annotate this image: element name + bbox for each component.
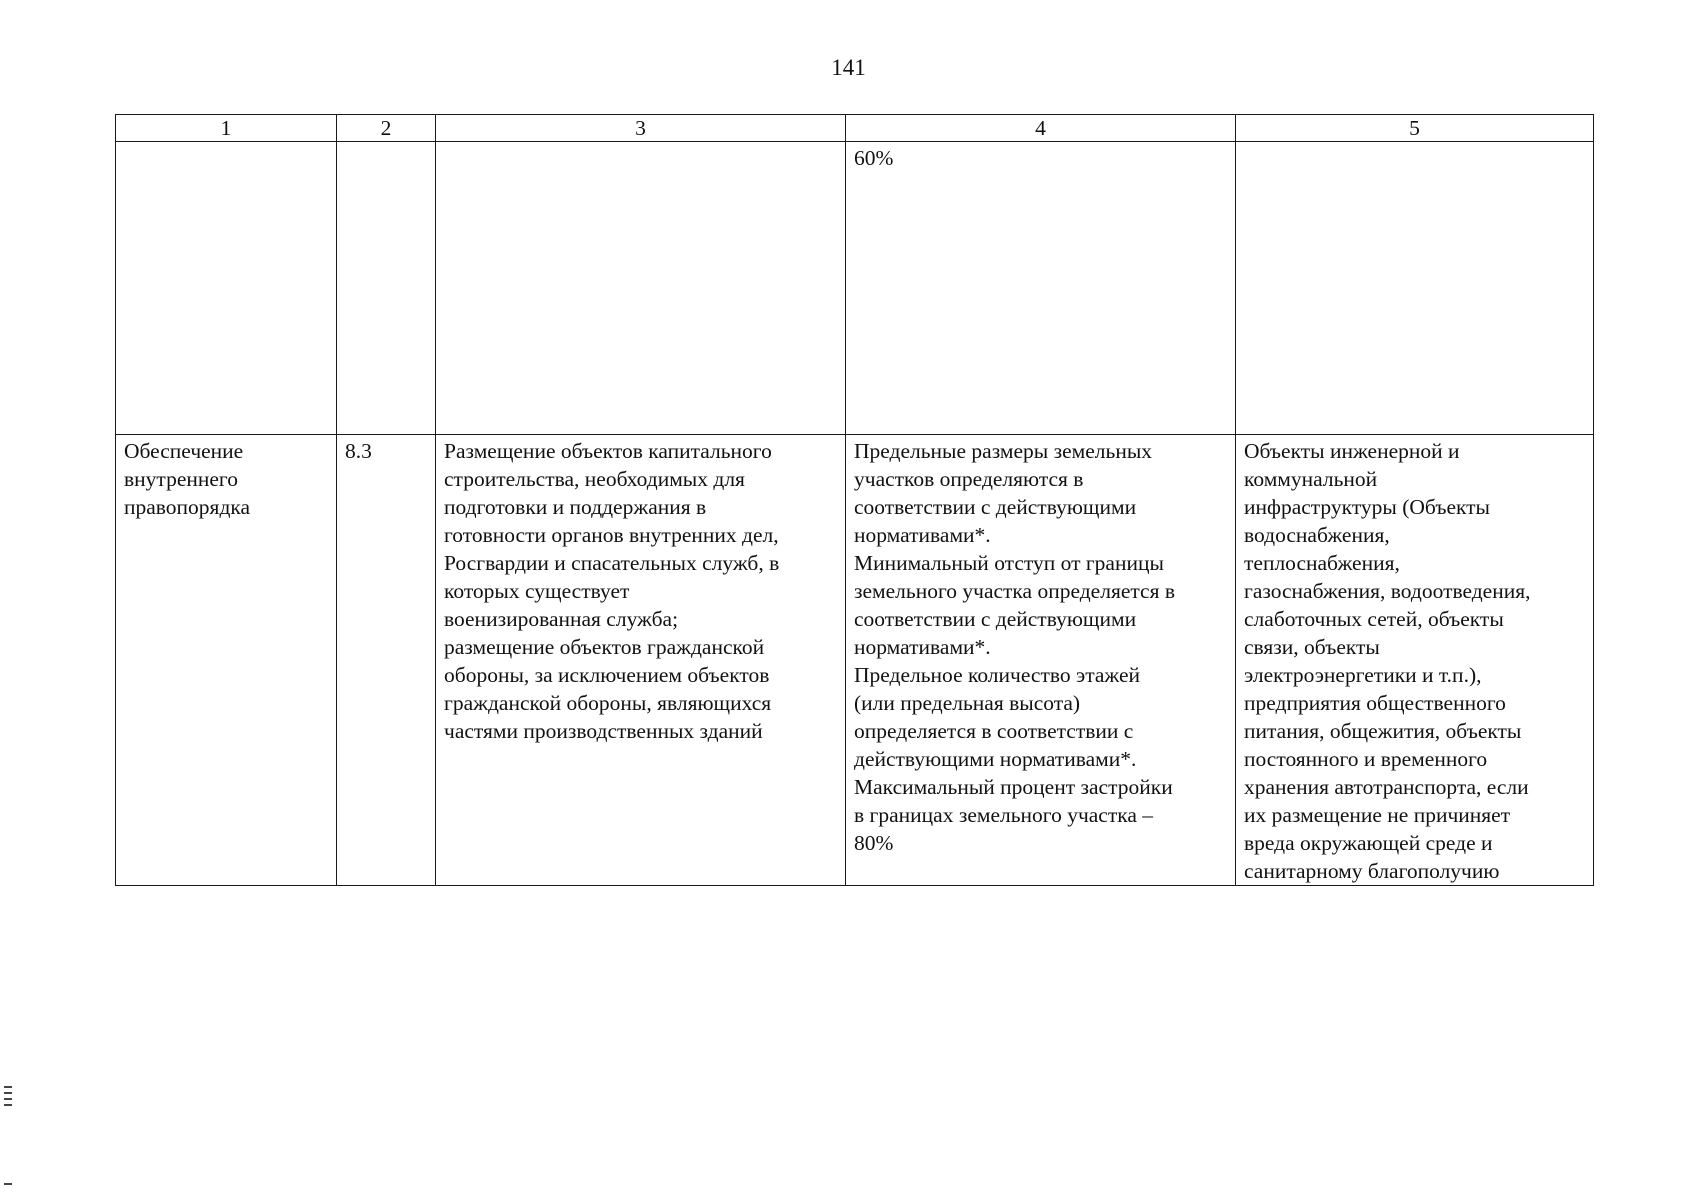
column-header-3: 3	[436, 115, 846, 142]
continuation-cell-1	[116, 142, 337, 435]
column-header-1: 1	[116, 115, 337, 142]
column-header-5: 5	[1236, 115, 1594, 142]
page-number: 141	[831, 55, 866, 80]
use-type-parameters: Предельные размеры земельных участков определяются в соответствии с действующими нормативами*. Минимальный отступ от границы земельного участка определяется в соответствии с действующими нормативами*. Предельное количество этажей (или предельная высота) определяется в соответствии с действующими нормативами*. Максимальный процент застройки в границах земельного участка – 80%	[846, 435, 1236, 886]
scan-margin-mark	[4, 1183, 12, 1185]
continuation-cell-5	[1236, 142, 1594, 435]
scan-margin-mark	[4, 1098, 12, 1100]
continuation-cell-3	[436, 142, 846, 435]
use-type-auxiliary-uses: Объекты инженерной и коммунальной инфраструктуры (Объекты водоснабжения, теплоснабжения, газоснабжения, водоотведения, слаботочных сетей, объекты связи, объекты электроэнергетики и т.п.), предприятия общественного питания, общежития, объекты постоянного и временного хранения автотранспорта, если их размещение не причиняет вреда окружающей среде и санитарному благополучию	[1236, 435, 1594, 886]
table-row	[116, 142, 1594, 435]
scan-margin-mark	[4, 1086, 12, 1088]
use-type-code: 8.3	[337, 435, 436, 886]
zoning-table	[115, 114, 1594, 886]
column-header-2: 2	[337, 115, 436, 142]
table-row	[116, 435, 1594, 886]
use-type-description: Размещение объектов капитального строительства, необходимых для подготовки и поддержания в готовности органов внутренних дел, Росгвардии и спасательных служб, в которых существует военизированная служба; размещение объектов гражданской обороны, за исключением объектов гражданской обороны, являющихся частями производственных зданий	[436, 435, 846, 886]
continuation-cell-4: 60%	[846, 142, 1236, 435]
use-type-name: Обеспечение внутреннего правопорядка	[116, 435, 337, 886]
column-header-4: 4	[846, 115, 1236, 142]
table-header-row	[116, 115, 1594, 142]
continuation-cell-2	[337, 142, 436, 435]
scan-margin-mark	[4, 1104, 12, 1106]
scan-margin-mark	[4, 1092, 12, 1094]
